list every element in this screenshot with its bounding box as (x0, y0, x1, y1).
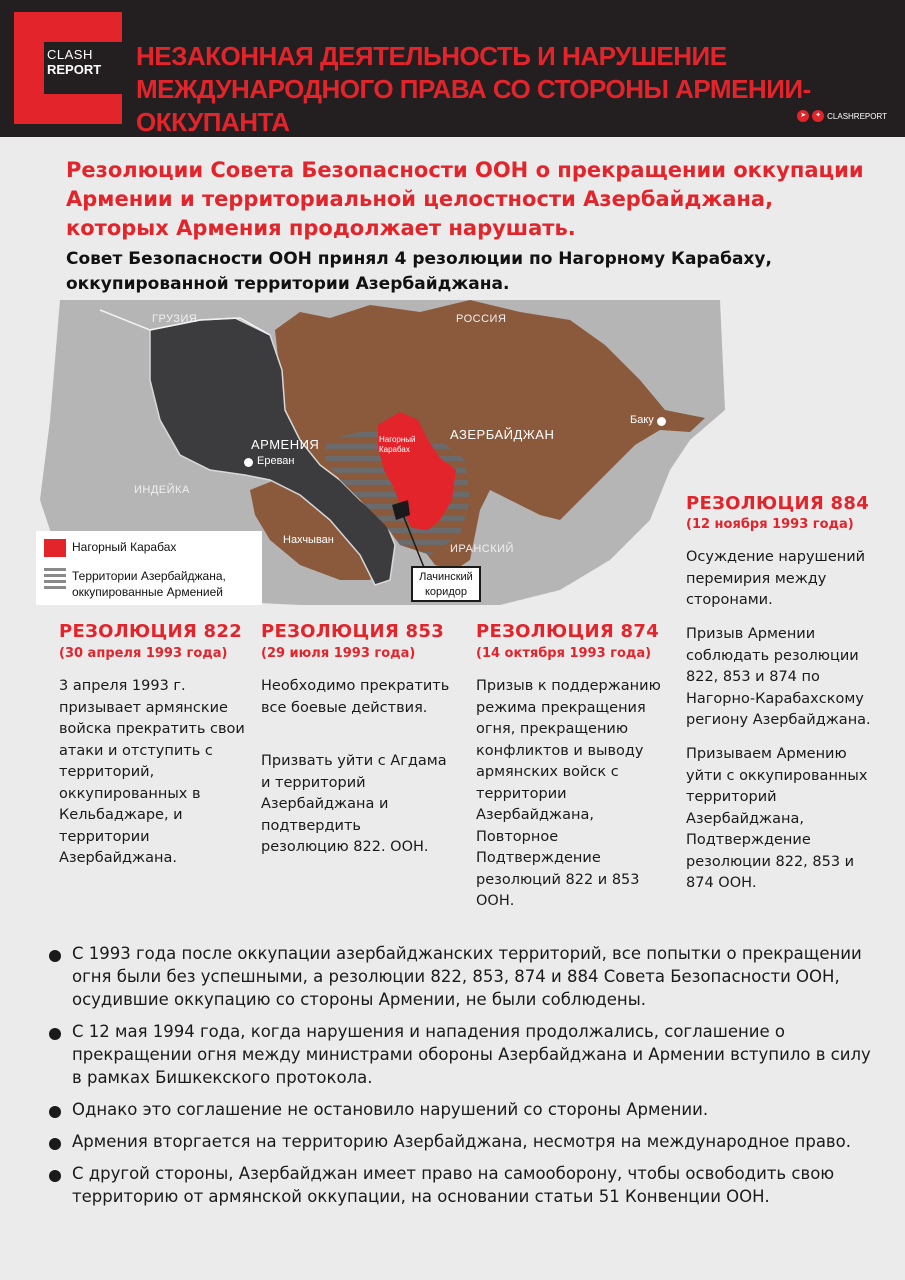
resolution-874-text: Призыв к поддержанию режима прекращения огня, прекращению конфликтов и выводу армянских войск с территории Азербайджана, Повторное Подтверждение резолюций 822 и 853 ООН. (476, 678, 661, 909)
resolution-853-text-1: Необходимо прекратить все боевые действия. (261, 678, 450, 716)
logo-line1: CLASH (47, 47, 93, 62)
label-karabakh (379, 435, 416, 455)
lachin-corridor-label (411, 566, 481, 602)
legend-label-karabakh: Нагорный Карабах (72, 540, 177, 554)
summary-bullets (46, 942, 876, 1217)
label-armenia: АРМЕНИЯ (251, 437, 320, 452)
label-baku: Баку (630, 414, 654, 426)
bullet-item: С другой стороны, Азербайджан имеет право на самооборону, чтобы освободить свою территорию от армянской оккупации, на основании статьи 51 Конвенции ООН. (46, 1162, 876, 1208)
logo-line2: REPORT (47, 62, 102, 77)
label-georgia: ГРУЗИЯ (152, 313, 198, 325)
label-russia: РОССИЯ (456, 313, 507, 325)
resolution-822-date: (30 апреля 1993 года) (59, 646, 228, 661)
label-nakhchivan: Нахчыван (283, 534, 334, 546)
header-title-line2: МЕЖДУНАРОДНОГО ПРАВА СО СТОРОНЫ АРМЕНИИ-ОККУПАНТА (136, 74, 811, 137)
label-karabakh-line2: Карабах (379, 445, 410, 454)
resolution-853-title: РЕЗОЛЮЦИЯ 853 (261, 621, 445, 642)
resolution-874-title: РЕЗОЛЮЦИЯ 874 (476, 621, 660, 642)
social-links (797, 110, 887, 122)
bullet-item: Армения вторгается на территорию Азербайджана, несмотря на международное право. (46, 1130, 876, 1153)
label-indeyka: ИНДЕЙКА (134, 484, 190, 496)
legend-occupied-line2: оккупированные Арменией (72, 585, 223, 599)
headline: Резолюции Совета Безопасности ООН о прекращении оккупации Армении и территориальной целостности Азербайджана, которых Армения продолжает нарушать. (66, 158, 864, 240)
social-handle: CLASHREPORT (827, 111, 887, 121)
twitter-icon[interactable]: ✦ (812, 110, 824, 122)
yerevan-dot (244, 458, 253, 467)
bullet-item: Однако это соглашение не остановило нарушений со стороны Армении. (46, 1098, 876, 1121)
resolution-822-text: 3 апреля 1993 г. призывает армянские войска прекратить свои атаки и отступить с территорий, оккупированных в Кельбаджаре, и территории Азербайджана. (59, 678, 245, 866)
legend-swatch-karabakh (44, 539, 66, 557)
baku-dot (657, 417, 666, 426)
resolution-884-date: (12 ноября 1993 года) (686, 517, 854, 532)
resolution-853-text-2: Призвать уйти с Агдама и территорий Азербайджана и подтвердить резолюцию 822. ООН. (261, 753, 447, 855)
resolution-853-date: (29 июля 1993 года) (261, 646, 416, 661)
header-title (136, 40, 896, 139)
label-karabakh-line1: Нагорный (379, 435, 416, 444)
legend-label-occupied (72, 568, 226, 600)
resolution-884-text-1: Осуждение нарушений перемирия между сторонами. (686, 549, 866, 608)
bullet-item: С 12 мая 1994 года, когда нарушения и нападения продолжались, соглашение о прекращении огня между министрами обороны Азербайджана и Армении вступило в силу в рамках Бишкекского протокола. (46, 1020, 876, 1089)
legend-item-occupied (44, 568, 226, 600)
telegram-icon[interactable]: ➤ (797, 110, 809, 122)
legend-occupied-line1: Территории Азербайджана, (72, 569, 226, 583)
label-iran: ИРАНСКИЙ (450, 543, 514, 555)
map-legend (36, 531, 262, 605)
legend-item-karabakh (44, 539, 176, 557)
resolution-874-date: (14 октября 1993 года) (476, 646, 652, 661)
resolution-884-text-2: Призыв Армении соблюдать резолюции 822, 853 и 874 по Нагорно-Карабахскому региону Азербайджана. (686, 626, 871, 728)
header-title-line1: НЕЗАКОННАЯ ДЕЯТЕЛЬНОСТЬ И НАРУШЕНИЕ (136, 41, 727, 71)
label-yerevan: Ереван (257, 455, 295, 467)
resolution-884-title: РЕЗОЛЮЦИЯ 884 (686, 493, 870, 514)
legend-swatch-occupied (44, 568, 66, 590)
bullet-item: С 1993 года после оккупации азербайджанских территорий, все попытки о прекращении огня были без успешными, а резолюции 822, 853, 874 и 884 Совета Безопасности ООН, осудившие оккупацию со стороны Армении, не были соблюдены. (46, 942, 876, 1011)
label-azerbaijan: АЗЕРБАЙДЖАН (450, 427, 555, 442)
resolution-822-title: РЕЗОЛЮЦИЯ 822 (59, 621, 243, 642)
corridor-line1: Лачинский (419, 571, 473, 583)
resolution-884-text-3: Призываем Армению уйти с оккупированных территорий Азербайджана, Подтверждение резолюции 822, 853 и 874 ООН. (686, 746, 868, 891)
header-banner (0, 0, 905, 137)
logo-wordmark (47, 47, 101, 77)
subheadline: Совет Безопасности ООН принял 4 резолюции по Нагорному Карабаху, оккупированной территории Азербайджана. (66, 249, 772, 294)
corridor-line2: коридор (425, 586, 467, 598)
